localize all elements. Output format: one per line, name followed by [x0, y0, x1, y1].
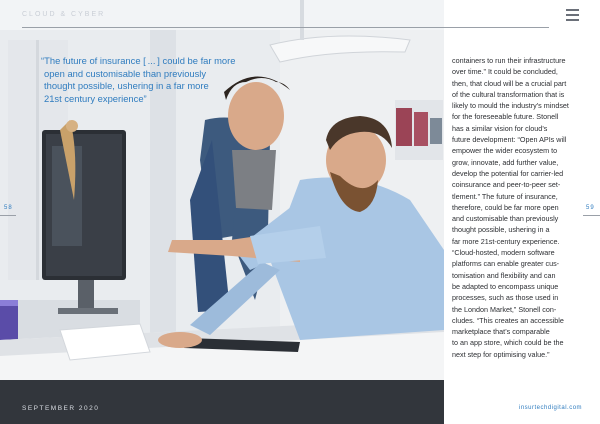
pull-quote-line: thought possible, ushering in a far more [44, 80, 209, 92]
body-line: marketplace that’s comparable [452, 327, 550, 337]
pull-quote-line: “The future of insurance [ ... ] could be far more [41, 55, 236, 66]
hamburger-menu-icon[interactable] [566, 9, 579, 21]
body-line: therefore, could be far more open [452, 202, 559, 212]
body-line: has a similar vision for cloud’s [452, 123, 548, 133]
section-title: CLOUD & CYBER [22, 11, 106, 18]
body-line: likely to mould the industry’s mindset [452, 101, 569, 111]
body-line: far more 21st-century experience. [452, 236, 560, 246]
page-number-left-rule [0, 215, 16, 216]
body-line: future development: “Open APIs will [452, 135, 567, 145]
page-number-right: 59 [586, 205, 595, 211]
body-line: to an app store, which could be the [452, 338, 564, 348]
body-line: then, that cloud will be a crucial part [452, 78, 567, 88]
body-line: thought possible, ushering in a [452, 225, 550, 235]
body-line: platforms can enable greater cus- [452, 259, 560, 269]
pull-quote-line: open and customisable than previously [44, 67, 207, 79]
body-line: tomisation and flexibility and can [452, 270, 556, 280]
body-line: over time.” It could be concluded, [452, 67, 558, 77]
pull-quote-line: 21st century experience” [44, 93, 147, 105]
body-line: cludes. “This creates an accessible [452, 315, 564, 325]
page-number-left: 58 [4, 205, 13, 211]
body-line: coinsurance and peer-to-peer set- [452, 180, 561, 190]
body-line: of the cultural transformation that is [452, 89, 565, 99]
issue-date: SEPTEMBER 2020 [22, 405, 100, 412]
page-number-right-rule [583, 215, 600, 216]
footer-website-link[interactable]: insurtechdigital.com [519, 405, 583, 411]
header-rule [22, 27, 549, 28]
body-line: “Cloud-hosted, modern software [452, 248, 555, 258]
body-line: and customisable than previously [452, 214, 559, 224]
pull-quote [41, 55, 246, 106]
body-line: tlement.” The future of insurance, [452, 191, 558, 201]
body-line: be adapted to encompass unique [452, 281, 559, 291]
body-line: develop the potential for carrier-led [452, 168, 564, 178]
article-body-column [452, 55, 576, 360]
body-line: the London Market,” Stonell con- [452, 304, 557, 314]
body-line: containers to run their infrastructure [452, 56, 566, 65]
body-line: empower the wider ecosystem to [452, 146, 558, 156]
body-line: next step for optimising value.” [452, 349, 550, 359]
body-line: processes, such as those used in [452, 293, 559, 303]
body-line: for the foreseeable future. Stonell [452, 112, 559, 122]
body-line: grow, innovate, add further value, [452, 157, 559, 167]
